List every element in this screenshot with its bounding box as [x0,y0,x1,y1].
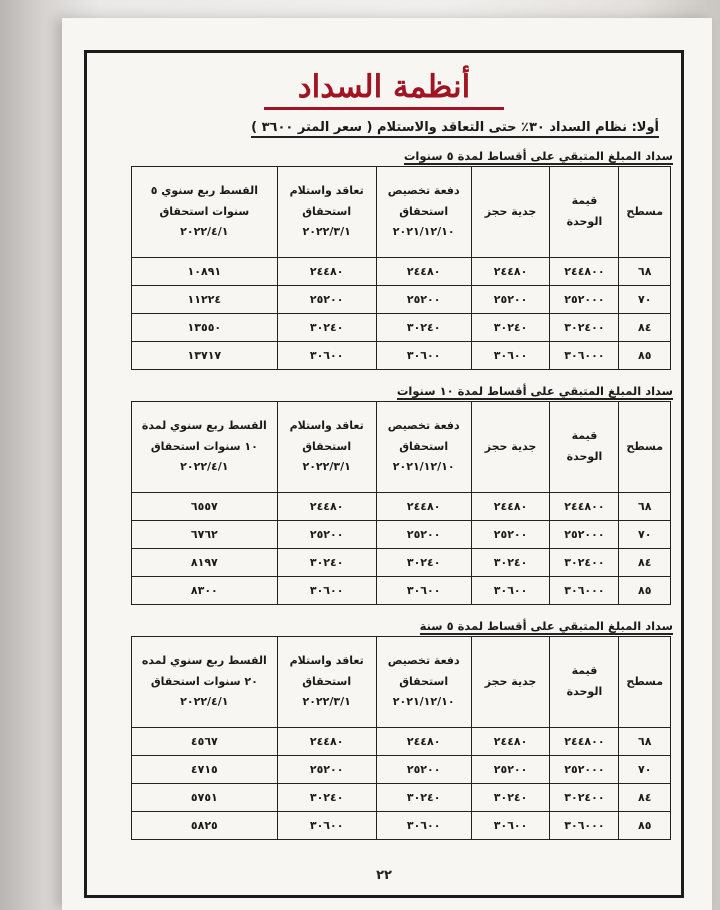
cell-area: ٨٥ [619,577,671,605]
table-row [132,258,671,286]
payment-system-heading-text: أولا: نظام السداد ٣٠٪ حتى التعاقد والاستلام ( سعر المتر ٣٦٠٠ ) [251,120,659,138]
cell-installment: ٦٧٦٢ [132,521,278,549]
header-unit-value: قيمة الوحدة [550,167,619,258]
page-frame [84,50,684,898]
cell-installment: ١١٢٢٤ [132,286,278,314]
cell-booking: ٣٠٢٤٠ [471,784,550,812]
table-row [132,756,671,784]
page-number: ٢٢ [376,868,392,883]
cell-installment: ٤٥٦٧ [132,728,278,756]
table-row [132,314,671,342]
section-heading-2-text: سداد المبلغ المتبقي على أقساط لمدة ١٠ سنوات [396,384,673,398]
section-heading-1 [87,149,673,163]
table-header-row [132,402,671,493]
cell-booking: ٣٠٦٠٠ [471,577,550,605]
title-underline [264,107,504,110]
cell-area: ٧٠ [619,521,671,549]
cell-booking: ٢٤٤٨٠ [471,258,550,286]
header-area: مسطح [619,402,671,493]
cell-contract: ٢٤٤٨٠ [277,728,376,756]
header-booking: جدية حجز [471,402,550,493]
cell-unit-value: ٢٥٢٠٠٠ [550,756,619,784]
table-row [132,812,671,840]
cell-allocation: ٢٤٤٨٠ [376,493,471,521]
cell-contract: ٢٤٤٨٠ [277,258,376,286]
table-header-row [132,167,671,258]
header-contract: تعاقد واستلام استحقاق ٢٠٢٢/٣/١ [277,402,376,493]
cell-booking: ٢٥٢٠٠ [471,286,550,314]
header-installment: القسط ربع سنوي لمدة ١٠ سنوات استحقاق ٢٠٢٢/٤/١ [132,402,278,493]
header-unit-value: قيمة الوحدة [550,637,619,728]
cell-installment: ١٣٥٥٠ [132,314,278,342]
header-contract: تعاقد واستلام استحقاق ٢٠٢٢/٣/١ [277,637,376,728]
cell-contract: ٣٠٦٠٠ [277,577,376,605]
cell-contract: ٣٠٦٠٠ [277,812,376,840]
table-row [132,342,671,370]
cell-unit-value: ٣٠٦٠٠٠ [550,577,619,605]
header-booking: جدية حجز [471,167,550,258]
cell-unit-value: ٢٥٢٠٠٠ [550,286,619,314]
cell-area: ٦٨ [619,258,671,286]
header-allocation: دفعة تخصيص استحقاق ٢٠٢١/١٢/١٠ [376,637,471,728]
cell-contract: ٢٤٤٨٠ [277,493,376,521]
cell-allocation: ٣٠٦٠٠ [376,342,471,370]
cell-area: ٧٠ [619,756,671,784]
cell-contract: ٣٠٢٤٠ [277,784,376,812]
header-allocation: دفعة تخصيص استحقاق ٢٠٢١/١٢/١٠ [376,167,471,258]
table-header-row [132,637,671,728]
cell-unit-value: ٣٠٦٠٠٠ [550,812,619,840]
header-installment: القسط ربع سنوي ٥ سنوات استحقاق ٢٠٢٢/٤/١ [132,167,278,258]
cell-contract: ٣٠٦٠٠ [277,342,376,370]
header-contract: تعاقد واستلام استحقاق ٢٠٢٢/٣/١ [277,167,376,258]
cell-booking: ٣٠٢٤٠ [471,314,550,342]
installment-table-2 [131,401,671,605]
cell-area: ٨٤ [619,784,671,812]
cell-contract: ٢٥٢٠٠ [277,756,376,784]
cell-unit-value: ٢٥٢٠٠٠ [550,521,619,549]
cell-installment: ٥٨٢٥ [132,812,278,840]
section-heading-1-text: سداد المبلغ المتبقي على أقساط لمدة ٥ سنوات [403,149,673,163]
table-row [132,784,671,812]
cell-booking: ٣٠٦٠٠ [471,342,550,370]
cell-contract: ٣٠٢٤٠ [277,314,376,342]
cell-area: ٨٥ [619,342,671,370]
cell-installment: ٨٣٠٠ [132,577,278,605]
table-row [132,549,671,577]
cell-unit-value: ٣٠٢٤٠٠ [550,549,619,577]
cell-contract: ٢٥٢٠٠ [277,286,376,314]
cell-unit-value: ٢٤٤٨٠٠ [550,493,619,521]
cell-unit-value: ٢٤٤٨٠٠ [550,258,619,286]
cell-area: ٨٥ [619,812,671,840]
header-allocation: دفعة تخصيص استحقاق ٢٠٢١/١٢/١٠ [376,402,471,493]
header-unit-value: قيمة الوحدة [550,402,619,493]
header-area: مسطح [619,167,671,258]
header-installment: القسط ربع سنوي لمده ٢٠ سنوات استحقاق ٢٠٢٢/٤/١ [132,637,278,728]
payment-system-heading [87,120,659,135]
cell-contract: ٢٥٢٠٠ [277,521,376,549]
cell-booking: ٣٠٢٤٠ [471,549,550,577]
cell-installment: ٤٧١٥ [132,756,278,784]
table-row [132,521,671,549]
cell-allocation: ٢٤٤٨٠ [376,728,471,756]
cell-area: ٦٨ [619,728,671,756]
cell-installment: ٦٥٥٧ [132,493,278,521]
cell-area: ٦٨ [619,493,671,521]
cell-allocation: ٣٠٢٤٠ [376,314,471,342]
section-heading-2 [87,384,673,398]
cell-installment: ٨١٩٧ [132,549,278,577]
cell-booking: ٢٥٢٠٠ [471,756,550,784]
cell-allocation: ٢٤٤٨٠ [376,258,471,286]
page-title: أنظمة السداد [297,69,471,105]
cell-booking: ٣٠٦٠٠ [471,812,550,840]
cell-unit-value: ٣٠٢٤٠٠ [550,314,619,342]
cell-unit-value: ٢٤٤٨٠٠ [550,728,619,756]
cell-allocation: ٢٥٢٠٠ [376,521,471,549]
table-row [132,728,671,756]
section-heading-3 [87,619,673,633]
installment-table-3 [131,636,671,840]
document-page [62,18,712,910]
cell-contract: ٣٠٢٤٠ [277,549,376,577]
header-booking: جدية حجز [471,637,550,728]
cell-allocation: ٣٠٦٠٠ [376,812,471,840]
table-row [132,493,671,521]
section-heading-3-text: سداد المبلغ المتبقي على أقساط لمدة ٥ سنة [419,619,673,633]
cell-area: ٧٠ [619,286,671,314]
header-area: مسطح [619,637,671,728]
table-row [132,577,671,605]
cell-allocation: ٣٠٢٤٠ [376,549,471,577]
cell-installment: ١٣٧١٧ [132,342,278,370]
cell-unit-value: ٣٠٢٤٠٠ [550,784,619,812]
table-row [132,286,671,314]
cell-area: ٨٤ [619,549,671,577]
cell-booking: ٢٤٤٨٠ [471,493,550,521]
cell-area: ٨٤ [619,314,671,342]
cell-allocation: ٣٠٢٤٠ [376,784,471,812]
cell-allocation: ٢٥٢٠٠ [376,286,471,314]
cell-installment: ٥٧٥١ [132,784,278,812]
cell-allocation: ٣٠٦٠٠ [376,577,471,605]
cell-booking: ٢٥٢٠٠ [471,521,550,549]
installment-table-1 [131,166,671,370]
cell-allocation: ٢٥٢٠٠ [376,756,471,784]
cell-booking: ٢٤٤٨٠ [471,728,550,756]
cell-installment: ١٠٨٩١ [132,258,278,286]
cell-unit-value: ٣٠٦٠٠٠ [550,342,619,370]
